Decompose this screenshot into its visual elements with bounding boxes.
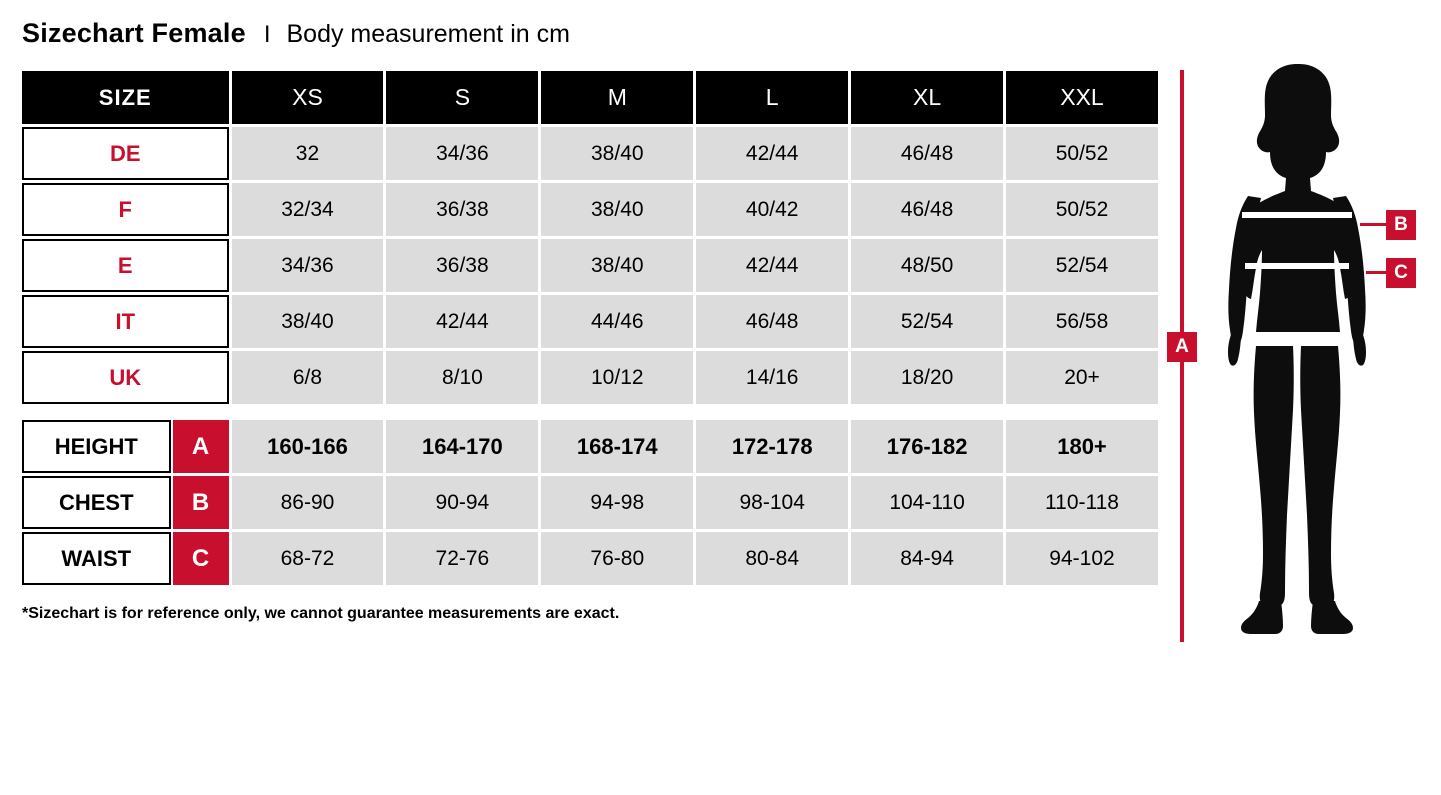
row-label-waist (22, 532, 229, 585)
row-label-text: WAIST (22, 532, 171, 585)
cell-f-xl: 46/48 (851, 183, 1003, 236)
cell-f-s: 36/38 (386, 183, 538, 236)
cell-uk-xl: 18/20 (851, 351, 1003, 404)
cell-it-xxl: 56/58 (1006, 295, 1158, 348)
cell-waist-xl: 84-94 (851, 532, 1003, 585)
cell-de-xl: 46/48 (851, 127, 1003, 180)
table-row (22, 476, 1158, 529)
header-size-xs: XS (232, 71, 384, 124)
header-size-l: L (696, 71, 848, 124)
cell-de-m: 38/40 (541, 127, 693, 180)
cell-uk-xs: 6/8 (232, 351, 384, 404)
cell-de-l: 42/44 (696, 127, 848, 180)
table-row (22, 532, 1158, 585)
cell-f-xxl: 50/52 (1006, 183, 1158, 236)
row-label-text: HEIGHT (22, 420, 171, 473)
footnote: *Sizechart is for reference only, we cannot guarantee measurements are exact. (22, 605, 620, 622)
cell-chest-m: 94-98 (541, 476, 693, 529)
cell-it-l: 46/48 (696, 295, 848, 348)
header-size-s: S (386, 71, 538, 124)
cell-waist-l: 80-84 (696, 532, 848, 585)
row-label-f (22, 183, 229, 236)
cell-waist-xs: 68-72 (232, 532, 384, 585)
row-label-e (22, 239, 229, 292)
cell-it-xl: 52/54 (851, 295, 1003, 348)
cell-height-xl: 176-182 (851, 420, 1003, 473)
cell-uk-l: 14/16 (696, 351, 848, 404)
cell-waist-xxl: 94-102 (1006, 532, 1158, 585)
title-subtitle: Body measurement in cm (286, 20, 570, 48)
page-title (22, 18, 570, 49)
title-separator: I (263, 21, 271, 48)
row-label-de (22, 127, 229, 180)
cell-it-s: 42/44 (386, 295, 538, 348)
header-size-m: M (541, 71, 693, 124)
table-row (22, 239, 1158, 292)
cell-e-l: 42/44 (696, 239, 848, 292)
figure-marker-a: A (1167, 332, 1197, 362)
header-size-xxl: XXL (1006, 71, 1158, 124)
marker-badge-a: A (173, 420, 229, 473)
sizechart-table (22, 71, 1158, 588)
cell-chest-xxl: 110-118 (1006, 476, 1158, 529)
cell-chest-s: 90-94 (386, 476, 538, 529)
row-label-uk (22, 351, 229, 404)
measurement-figure (1160, 60, 1441, 640)
cell-it-m: 44/46 (541, 295, 693, 348)
cell-e-xxl: 52/54 (1006, 239, 1158, 292)
cell-f-l: 40/42 (696, 183, 848, 236)
cell-height-s: 164-170 (386, 420, 538, 473)
table-row (22, 295, 1158, 348)
table-header-row (22, 71, 1158, 124)
cell-f-xs: 32/34 (232, 183, 384, 236)
cell-e-s: 36/38 (386, 239, 538, 292)
cell-uk-s: 8/10 (386, 351, 538, 404)
table-row (22, 351, 1158, 404)
cell-height-xs: 160-166 (232, 420, 384, 473)
cell-uk-xxl: 20+ (1006, 351, 1158, 404)
row-label-text: IT (22, 295, 229, 348)
table-row (22, 127, 1158, 180)
cell-uk-m: 10/12 (541, 351, 693, 404)
cell-chest-xs: 86-90 (232, 476, 384, 529)
cell-de-xs: 32 (232, 127, 384, 180)
cell-chest-xl: 104-110 (851, 476, 1003, 529)
cell-height-l: 172-178 (696, 420, 848, 473)
cell-it-xs: 38/40 (232, 295, 384, 348)
cell-de-xxl: 50/52 (1006, 127, 1158, 180)
row-label-text: E (22, 239, 229, 292)
table-row (22, 420, 1158, 473)
row-label-text: UK (22, 351, 229, 404)
title-main: Sizechart Female (22, 18, 246, 48)
header-size-label: SIZE (22, 71, 229, 124)
cell-chest-l: 98-104 (696, 476, 848, 529)
table-row (22, 183, 1158, 236)
figure-marker-c: C (1386, 258, 1416, 288)
cell-de-s: 34/36 (386, 127, 538, 180)
figure-marker-b: B (1386, 210, 1416, 240)
header-size-xl: XL (851, 71, 1003, 124)
row-label-it (22, 295, 229, 348)
cell-height-m: 168-174 (541, 420, 693, 473)
row-label-height (22, 420, 229, 473)
row-label-text: DE (22, 127, 229, 180)
row-label-chest (22, 476, 229, 529)
cell-e-xs: 34/36 (232, 239, 384, 292)
cell-e-m: 38/40 (541, 239, 693, 292)
row-label-text: F (22, 183, 229, 236)
female-body-silhouette-icon (1202, 60, 1392, 640)
marker-badge-c: C (173, 532, 229, 585)
cell-waist-s: 72-76 (386, 532, 538, 585)
marker-badge-b: B (173, 476, 229, 529)
cell-height-xxl: 180+ (1006, 420, 1158, 473)
cell-f-m: 38/40 (541, 183, 693, 236)
header-label-col (22, 71, 229, 124)
cell-waist-m: 76-80 (541, 532, 693, 585)
cell-e-xl: 48/50 (851, 239, 1003, 292)
row-label-text: CHEST (22, 476, 171, 529)
